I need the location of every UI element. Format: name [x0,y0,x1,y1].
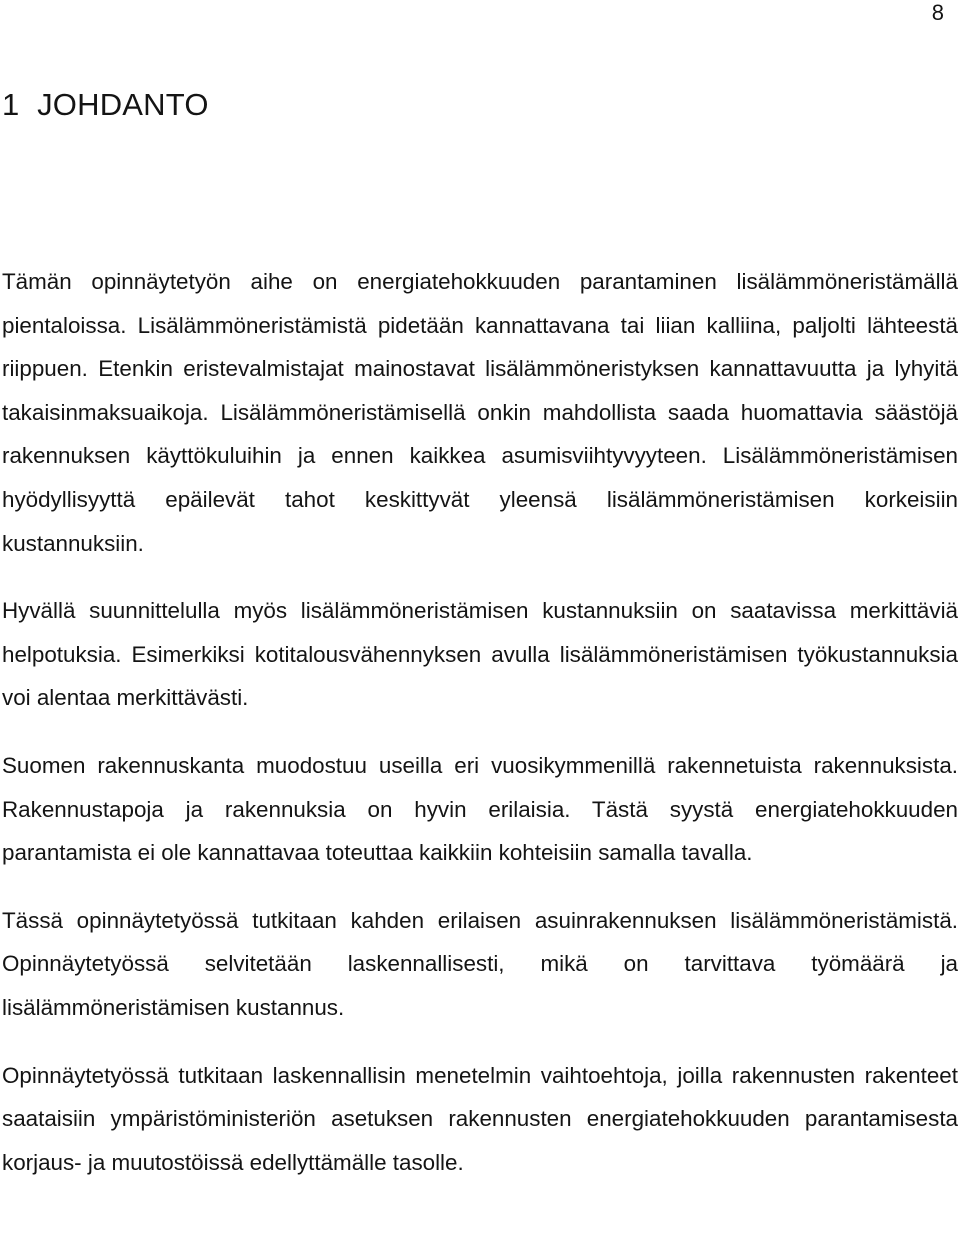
paragraph: Opinnäytetyössä tutkitaan laskennallisin menetelmin vaihtoehtoja, joilla rakennusten rakenteet saataisiin ympäristöministeriön asetuksen rakennusten energiatehokkuuden parantamisesta korjaus- ja muutostöissä edellyttämälle tasolle. [2,1062,958,1175]
paragraph: Hyvällä suunnittelulla myös lisälämmöneristämisen kustannuksiin on saatavissa merkittäviä helpotuksia. Esimerkiksi kotitalousvähennyksen avulla lisälämmöneristämisen työkustannuksia voi alentaa merkittävästi. [2,598,958,711]
body-text [2,260,958,1184]
paragraph: Suomen rakennuskanta muodostuu useilla eri vuosikymmenillä rakennetuista rakennuksista. Rakennustapoja ja rakennuksia on hyvin erilaisia. Tästä syystä energiatehokkuuden parantamista ei ole kannattavaa toteuttaa kaikkiin kohteisiin samalla tavalla. [2,752,958,866]
paragraph: Tässä opinnäytetyössä tutkitaan kahden erilaisen asuinrakennuksen lisälämmöneristämistä. Opinnäytetyössä selvitetään laskennallisesti, mikä on tarvittava työmäärä ja lisälämmöneristämisen kustannus. [2,907,958,1020]
chapter-title: JOHDANTO [37,87,209,122]
page-number: 8 [931,0,944,25]
paragraph: Tämän opinnäytetyön aihe on energiatehokkuuden parantaminen lisälämmöneristämällä pientaloissa. Lisälämmöneristämistä pidetään kannattavana tai liian kalliina, paljolti lähteestä riippuen. Etenkin eristevalmistajat mainostavat lisälämmöneristyksen kannattavuutta ja lyhyitä takaisinmaksuaikoja. Lisälämmöneristämisellä onkin mahdollista saada huomattavia säästöjä rakennuksen käyttökuluihin ja ennen kaikkea asumisviihtyvyyteen. Lisälämmöneristämisen hyödyllisyyttä epäilevät tahot keskittyvät yleensä lisälämmöneristämisen korkeisiin kustannuksiin. [2,269,958,556]
chapter-number: 1 [2,87,20,122]
chapter-heading [2,86,209,123]
